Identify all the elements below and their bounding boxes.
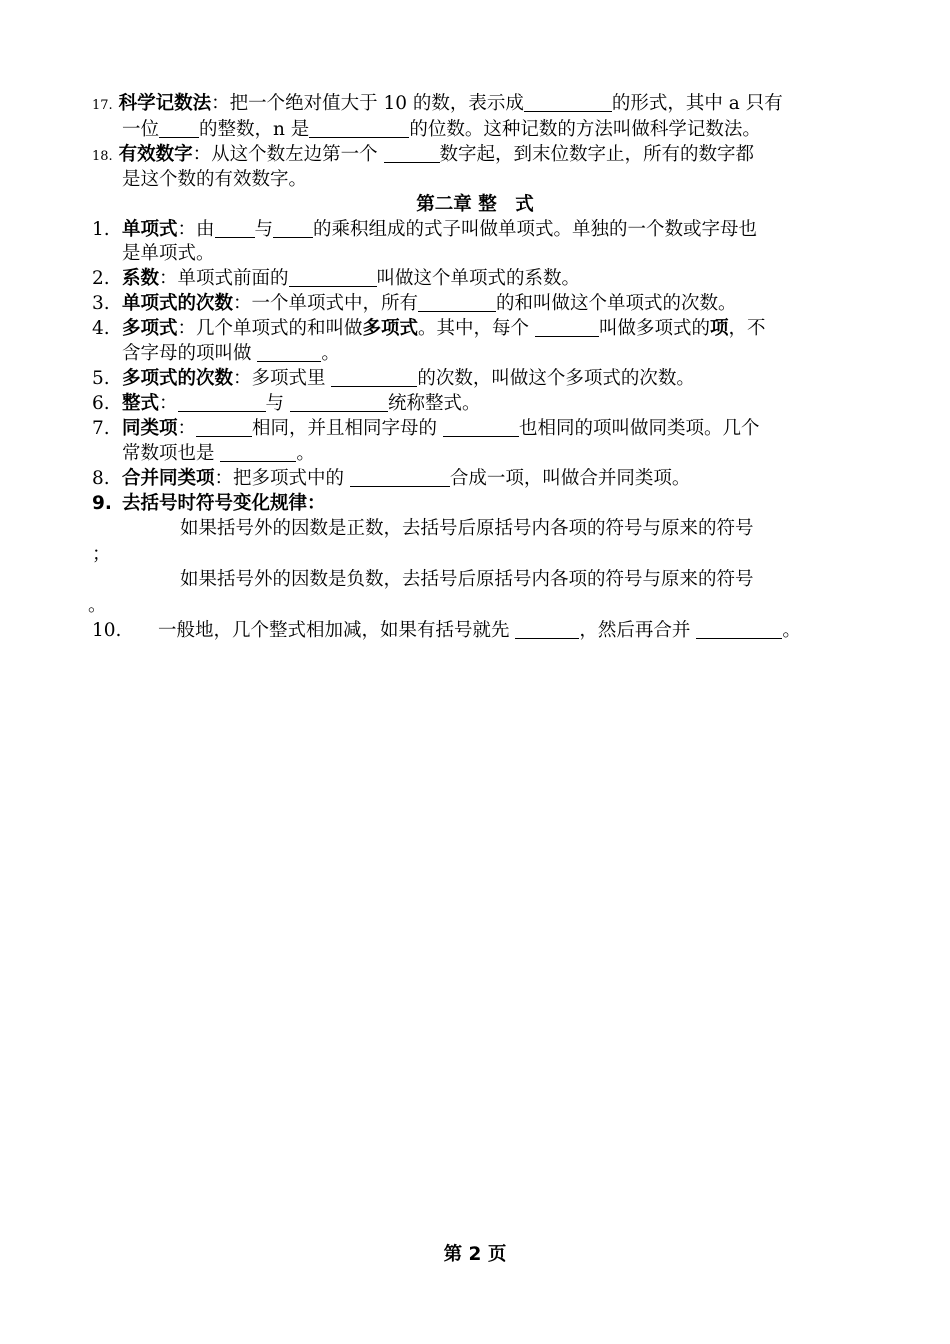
text: 的整数，n 是 (199, 119, 310, 140)
term-scientific-notation: 科学记数法 (118, 93, 212, 114)
text: 如果括号外的因数是负数，去括号后原括号内各项的符号与原来的符号 (180, 569, 754, 590)
item-number: 7. (92, 418, 110, 439)
text: 。 (782, 620, 801, 641)
item-4-line-2 (122, 342, 340, 366)
text: 。 (296, 443, 315, 464)
item-2 (92, 267, 580, 291)
item-18-line-2 (122, 168, 307, 192)
item-1-line-1 (92, 218, 757, 242)
text: ： (177, 418, 197, 439)
fill-blank[interactable] (257, 343, 321, 362)
fill-blank[interactable] (215, 219, 255, 238)
item-17-line-2 (122, 118, 761, 142)
fill-blank[interactable] (289, 268, 377, 287)
text: ：把多项式中的 (214, 468, 345, 489)
term-monomial-degree: 单项式的次数 (122, 293, 234, 314)
item-9-positive-rule (180, 517, 754, 541)
text: 一般地，几个整式相加减，如果有括号就先 (158, 620, 510, 641)
item-9-negative-rule-end (88, 594, 107, 618)
fill-blank[interactable] (159, 119, 199, 138)
text: ：一个单项式中，所有 (233, 293, 419, 314)
text: 也相同的项叫做同类项。几个 (518, 418, 760, 439)
term-bracket-rule: 去括号时符号变化规律： (122, 493, 326, 514)
item-number: 10. (92, 620, 122, 641)
text: 合成一项，叫做合并同类项。 (449, 468, 691, 489)
item-number: 6. (92, 393, 110, 414)
item-3 (92, 292, 737, 316)
item-number: 3. (92, 293, 110, 314)
fill-blank[interactable] (535, 318, 599, 337)
text: ； (92, 544, 111, 565)
item-number: 1. (92, 219, 110, 240)
text: 的乘积组成的式子叫做单项式。单独的一个数或字母也 (313, 219, 758, 240)
item-7-line-2 (122, 442, 315, 466)
term-polynomial: 多项式 (122, 318, 178, 339)
item-4-line-1 (92, 317, 766, 341)
text: ：单项式前面的 (159, 268, 289, 289)
item-number: 8. (92, 468, 110, 489)
item-number: 18. (92, 149, 113, 164)
item-number: 4. (92, 318, 110, 339)
text: ： (159, 393, 178, 414)
term-polynomial-inline: 多项式 (362, 318, 419, 339)
text: 数字起，到末位数字止，所有的数字都 (439, 144, 755, 165)
fill-blank[interactable] (309, 119, 409, 138)
term-like-terms: 同类项 (122, 418, 178, 439)
text: 如果括号外的因数是正数，去括号后原括号内各项的符号与原来的符号 (180, 518, 754, 539)
text: ：几个单项式的和叫做 (177, 318, 363, 339)
text: ：把一个绝对值大于 10 的数，表示成 (211, 93, 524, 114)
item-10 (92, 619, 801, 643)
text: 与 (265, 393, 285, 414)
fill-blank[interactable] (350, 468, 450, 487)
fill-blank[interactable] (220, 443, 296, 462)
term-significant-figures: 有效数字 (118, 144, 193, 165)
text: 与 (254, 219, 274, 240)
text: 统称整式。 (387, 393, 481, 414)
fill-blank[interactable] (418, 293, 496, 312)
item-18-line-1 (92, 143, 754, 169)
text: ：由 (177, 219, 215, 240)
item-number: 2. (92, 268, 110, 289)
page-number: 第 2 页 (443, 1244, 507, 1265)
item-17-line-1 (92, 92, 783, 118)
item-5 (92, 367, 695, 391)
text: 叫做多项式的 (598, 318, 710, 339)
text: 相同，并且相同字母的 (252, 418, 438, 439)
item-9-heading (92, 492, 326, 516)
text: 是这个数的有效数字。 (122, 169, 308, 190)
fill-blank[interactable] (696, 620, 782, 639)
term-coefficient: 系数 (122, 268, 160, 289)
text: 叫做这个单项式的系数。 (376, 268, 581, 289)
text: 的次数，叫做这个多项式的次数。 (417, 368, 695, 389)
item-9-negative-rule (180, 568, 754, 592)
item-6 (92, 392, 480, 416)
term-polynomial-degree: 多项式的次数 (122, 368, 234, 389)
fill-blank[interactable] (515, 620, 579, 639)
text: ，不 (728, 318, 766, 339)
text: ：从这个数左边第一个 (192, 144, 378, 165)
text: 常数项也是 (122, 443, 215, 464)
item-number: 17. (92, 98, 113, 113)
text: 的和叫做这个单项式的次数。 (496, 293, 737, 314)
item-number: 9. (92, 493, 112, 514)
text: 的位数。这种记数的方法叫做科学记数法。 (409, 119, 761, 140)
text: 含字母的项叫做 (122, 343, 252, 364)
item-7-line-1 (92, 417, 759, 441)
term-monomial: 单项式 (122, 219, 178, 240)
term-integral-expression: 整式 (122, 393, 160, 414)
item-9-positive-rule-end (92, 543, 111, 567)
fill-blank[interactable] (384, 144, 440, 163)
fill-blank[interactable] (273, 219, 313, 238)
text: ，然后再合并 (579, 620, 691, 641)
item-8 (92, 467, 690, 491)
text: 的形式，其中 a 只有 (611, 93, 783, 114)
text: 。 (321, 343, 340, 364)
text: ：多项式里 (233, 368, 326, 389)
fill-blank[interactable] (524, 93, 612, 112)
fill-blank[interactable] (196, 418, 252, 437)
fill-blank[interactable] (443, 418, 519, 437)
item-1-line-2 (122, 242, 215, 266)
text: 。 (88, 595, 107, 616)
term-combine-like-terms: 合并同类项 (122, 468, 215, 489)
chapter-title: 第二章 整 式 (416, 194, 534, 215)
text: 一位 (122, 119, 160, 140)
fill-blank[interactable] (290, 393, 388, 412)
item-number: 5. (92, 368, 110, 389)
text: 是单项式。 (122, 243, 215, 264)
fill-blank[interactable] (178, 393, 266, 412)
text: 。其中，每个 (418, 318, 530, 339)
fill-blank[interactable] (331, 368, 417, 387)
term-term: 项 (709, 318, 729, 339)
